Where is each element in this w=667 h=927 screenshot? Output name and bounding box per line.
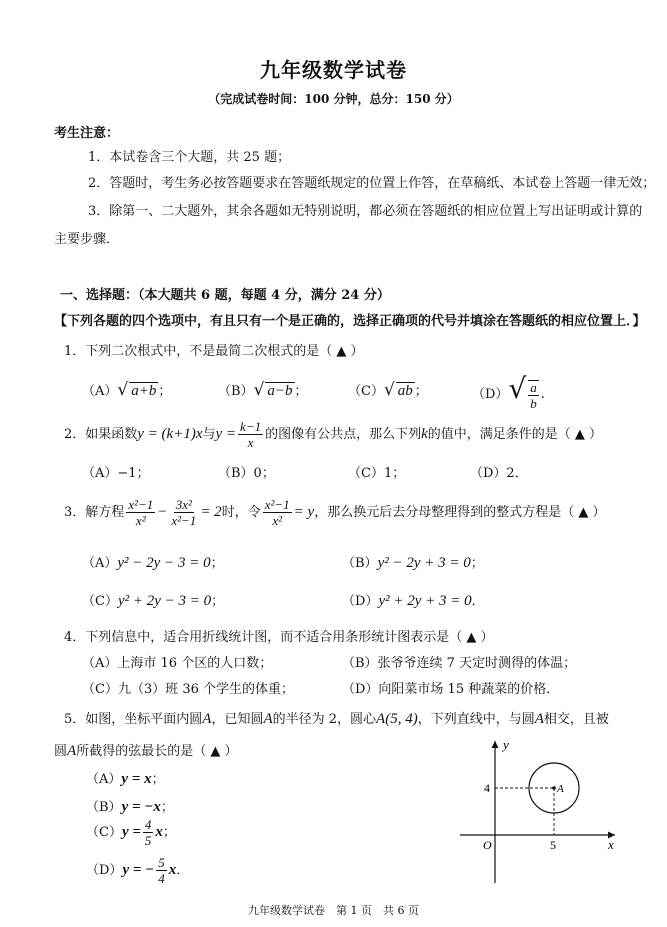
q5-option-a: （A）y = x； (86, 771, 165, 787)
notice-item-3: 3．除第一、二大题外，其余各题如无特别说明，都必须在答题纸的相应位置上写出证明或计算的 (88, 204, 643, 219)
q1-option-d: （D）√ $\frac{a}{b}$ . (472, 372, 545, 411)
q4-stem: 4．下列信息中，适合用折线统计图，而不适合用条形统计图表示是（ ▲ ） (64, 630, 494, 645)
coordinate-figure (455, 735, 625, 885)
y-tick-label: 4 (484, 781, 490, 795)
notice-heading: 考生注意： (54, 126, 120, 141)
q2-option-a: （A）−1； (82, 466, 150, 481)
q3-option-d: （D）y² + 2y + 3 = 0． (342, 593, 485, 609)
q4-option-d: （D）向阳菜市场 15 种蔬菜的价格． (342, 682, 560, 697)
x-axis-label: x (608, 837, 614, 852)
q5-option-c: （C）y = $\frac{4}{5}$ x； (86, 817, 176, 848)
point-label-a: A (557, 783, 564, 795)
y-axis-label: y (503, 737, 509, 752)
q4-option-c: （C）九（3）班 36 个学生的体重； (82, 682, 295, 697)
q3-option-a: （A）y² − 2y − 3 = 0； (82, 555, 224, 571)
q3-stem: 3．解方程 $\frac{\text{x²−1}}{\text{x²}}$ − $\frac{\text{3x²}}{\text{x²−1}}$ = 2时，令 $\frac{\text{x²−1}}{\text{x²}}$ = y，那么换元后去分母整理得到的整式方程是（ ▲ ） (64, 497, 606, 528)
notice-item-3-continued: 主要步骤． (54, 232, 120, 247)
section-instruction: 【下列各题的四个选项中，有且只有一个是正确的，选择正确项的代号并填涂在答题纸的相应位置上．】 (54, 314, 646, 329)
q1-option-a: （A）√ a+b ； (82, 380, 172, 400)
q5-stem-line2: 圆A所截得的弦最长的是（ ▲ ） (54, 743, 238, 759)
q1-option-b: （B）√ a−b ； (218, 380, 308, 400)
section-heading: 一、选择题：（本大题共 6 题，每题 4 分，满分 24 分） (60, 288, 390, 303)
page-footer: 九年级数学试卷 第 1 页 共 6 页 (248, 904, 419, 917)
q5-stem: 5．如图，坐标平面内圆A，已知圆A的半径为 2，圆心A(5, 4)，下列直线中，与圆A相交，且被 (64, 711, 609, 727)
q2-option-d: （D）2． (470, 466, 528, 481)
exam-subtitle: （完成试卷时间：100 分钟，总分：150 分） (208, 92, 459, 106)
q4-option-a: （A）上海市 16 个区的人口数； (82, 656, 273, 671)
origin-label: O (483, 838, 492, 852)
q1-stem: 1．下列二次根式中，不是最简二次根式的是（ ▲ ） (64, 344, 364, 359)
center-point (552, 786, 556, 790)
x-tick-label: 5 (550, 838, 556, 852)
q4-option-b: （B）张爷爷连续 7 天定时测得的体温； (342, 656, 577, 671)
q2-option-c: （C）1； (348, 466, 406, 481)
q5-option-d: （D）y = − $\frac{5}{4}$ x． (86, 855, 190, 886)
q3-option-c: （C）y² + 2y − 3 = 0； (82, 593, 225, 609)
notice-item-1: 1．本试卷含三个大题，共 25 题； (88, 150, 291, 165)
q3-option-b: （B）y² − 2y + 3 = 0； (342, 555, 484, 571)
page-title: 九年级数学试卷 (260, 58, 407, 82)
q1-option-c: （C）√ ab ； (348, 380, 428, 400)
notice-item-2: 2．答题时，考生务必按答题要求在答题纸规定的位置上作答，在草稿纸、本试卷上答题一律无效； (88, 176, 656, 191)
q2-stem: 2．如果函数y = (k+1)x与y = $\frac{k-1}{x}$ 的图像有公共点，那么下列k的值中，满足条件的是（ ▲ ） (64, 419, 603, 450)
q5-option-b: （B）y = −x； (86, 799, 174, 815)
q2-option-b: （B）0； (218, 466, 275, 481)
